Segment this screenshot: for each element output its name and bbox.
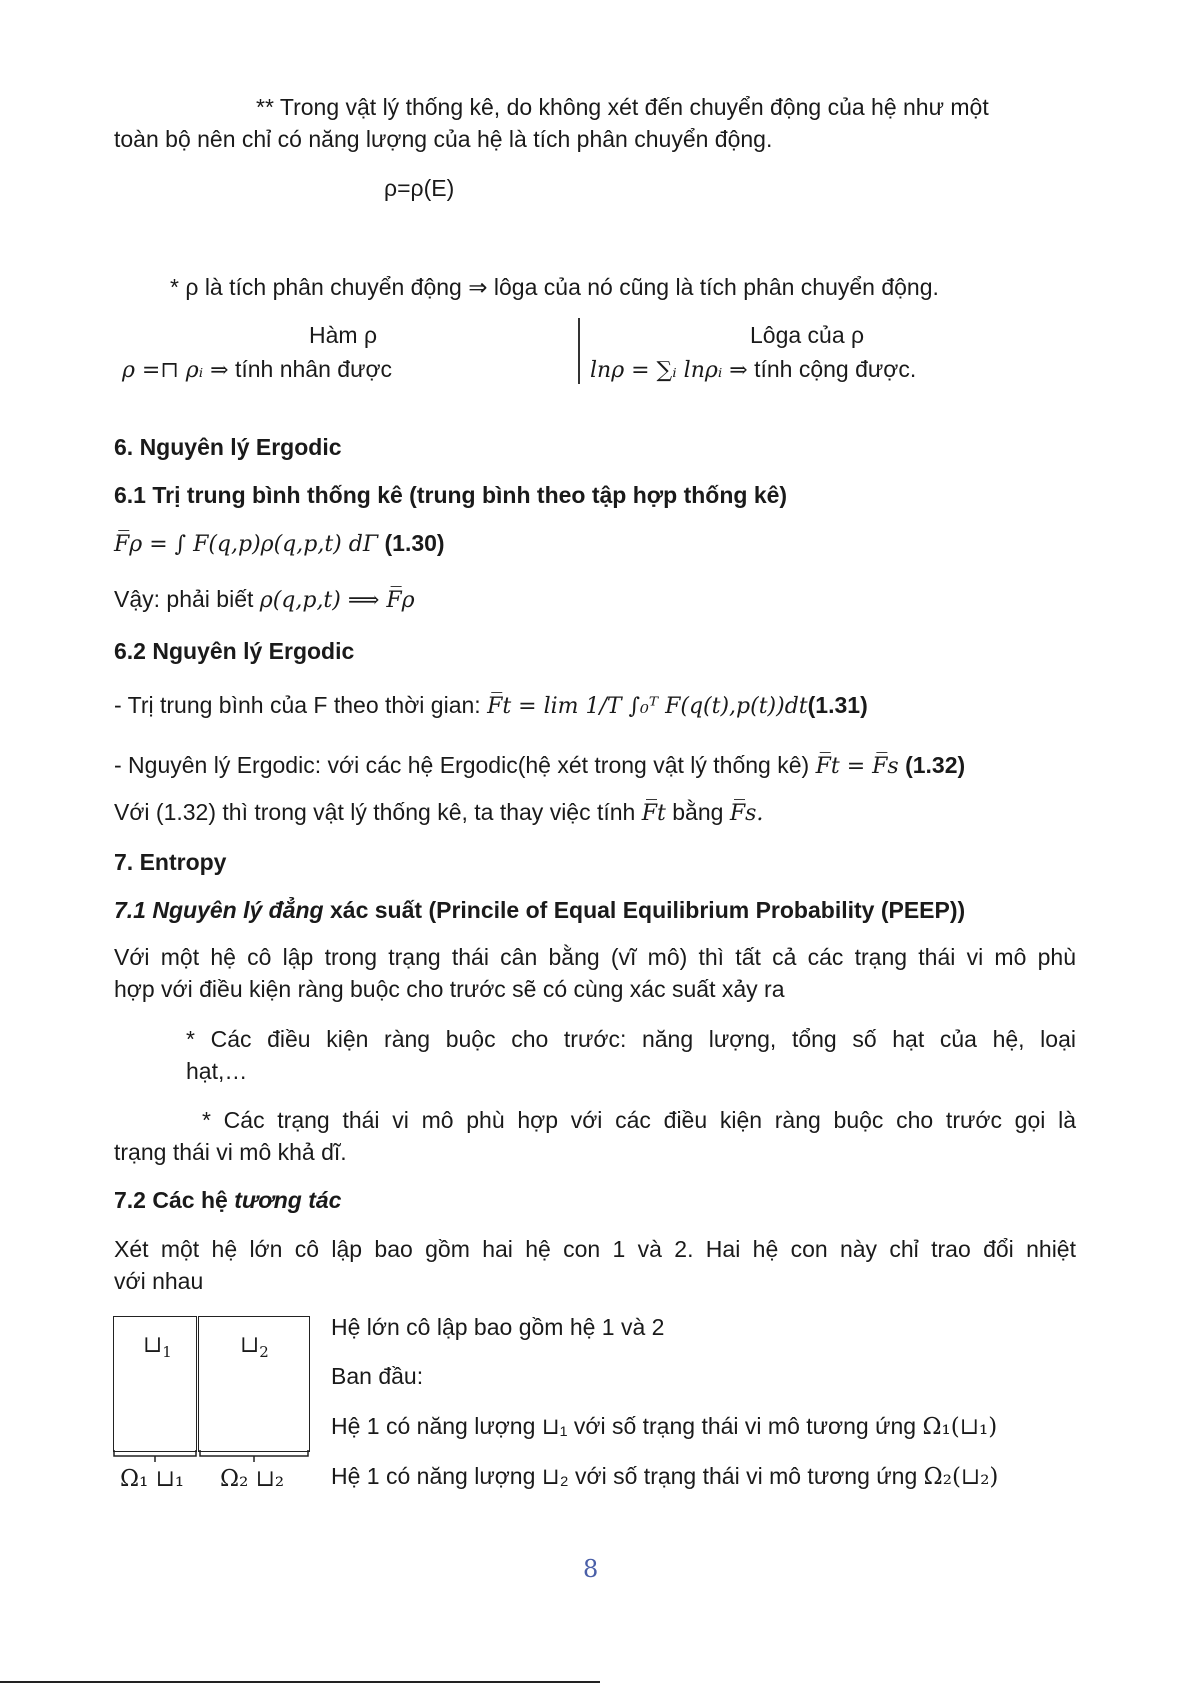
subsystem-2-energy [240,1330,269,1367]
figure-caption-2: Ban đầu: [331,1363,424,1389]
heading-section-7-2-a: 7.2 Các hệ [114,1187,228,1213]
subsystem-2-symbol: ⊔ [240,1332,260,1358]
table-right-heading: Lôga của ρ [750,322,865,348]
heading-section-6: 6. Nguyên lý Ergodic [114,434,342,460]
figure-caption-3 [331,1411,997,1442]
line-equation-1-32 [114,750,965,782]
para-intro-line-1: ** Trong vật lý thống kê, do không xét đến chuyển động của hệ như một [256,94,989,120]
para-7-1-line-1: Với một hệ cô lập trong trạng thái cân bằng (vĩ mô) thì tất cả các trạng thái vi mô phù [114,944,1076,970]
line-1-32-tag: (1.32) [905,752,966,778]
line-vay [114,584,415,616]
line-1-32-text: - Nguyên lý Ergodic: với các hệ Ergodic(hệ xét trong vật lý thống kê) [114,752,810,778]
table-right-math: lnρ = ∑ᵢ lnρᵢ ⇒ [590,358,748,383]
line-with-text-a: Với (1.32) thì trong vật lý thống kê, ta thay việc tính [114,799,636,825]
line-1-32-math: F̅t = F̅s [815,754,899,779]
table-left-text: tính nhân được [234,356,393,382]
subsystem-1-symbol: ⊔ [143,1332,163,1358]
table-left-row [122,354,392,386]
heading-section-6-1: 6.1 Trị trung bình thống kê (trung bình theo tập hợp thống kê) [114,482,788,508]
equation-1-30-tag: (1.30) [384,530,445,556]
para-rho-integral: * ρ là tích phân chuyển động ⇒ lôga của nó cũng là tích phân chuyển động. [170,274,939,300]
para-7-1-line-6: trạng thái vi mô khả dĩ. [114,1139,347,1165]
table-right-row [590,354,916,386]
para-7-1-line-4: hạt,… [186,1058,248,1084]
heading-section-7: 7. Entropy [114,849,227,875]
figure-caption-1: Hệ lớn cô lập bao gồm hệ 1 và 2 [331,1314,665,1340]
heading-section-7-2 [114,1185,341,1215]
heading-section-7-1-italic: 7.1 Nguyên lý đẳng [114,897,324,923]
para-7-2-line-1: Xét một hệ lớn cô lập bao gồm hai hệ con 1 và 2. Hai hệ con này chỉ trao đổi nhiệt [114,1236,1076,1262]
heading-section-7-1 [114,895,965,925]
page-bottom-rule [0,1681,600,1683]
para-7-1-line-3: * Các điều kiện ràng buộc cho trước: năng lượng, tổng số hạt của hệ, loại [186,1026,1076,1052]
table-divider [578,318,580,384]
figure-caption-4 [331,1461,998,1492]
subsystem-2-sub: 2 [259,1343,269,1361]
equation-1-30 [114,528,445,560]
subsystem-1-sub: 1 [162,1343,172,1361]
brace-1 [114,1450,196,1462]
line-equation-1-31 [114,690,868,722]
line-vay-math: ρ(q,p,t) ⟹ F̅ρ [259,588,415,613]
line-1-31-math: F̅t = lim 1/T ∫₀ᵀ F(q(t),p(t))dt [487,694,808,719]
subsystem-1-energy [143,1330,172,1367]
figure-caption-4-math: Ω₂(⊔₂) [923,1464,999,1490]
line-1-31-tag: (1.31) [807,692,868,718]
table-right-text: tính cộng được. [754,356,917,382]
para-7-1-line-2: hợp với điều kiện ràng buộc cho trước sẽ có cùng xác suất xảy ra [114,976,785,1002]
subsystem-1-label: Ω₁ ⊔₁ [120,1466,185,1492]
line-vay-text: Vậy: phải biết [114,586,254,612]
para-7-2-line-2: với nhau [114,1268,204,1294]
table-left-math: ρ =⊓ ρᵢ ⇒ [122,358,229,383]
heading-section-7-1-rest: xác suất (Princile of Equal Equilibrium Probability (PEEP)) [330,897,966,923]
line-with-text-b: bằng [672,799,724,825]
figure-caption-3-text: Hệ 1 có năng lượng ⊔₁ với số trạng thái vi mô tương ứng [331,1413,917,1439]
table-left-heading: Hàm ρ [309,322,378,348]
page-number: 8 [583,1555,599,1583]
line-1-31-text: - Trị trung bình của F theo thời gian: [114,692,481,718]
equation-1-30-math: F̅ρ = ∫ F(q,p)ρ(q,p,t) dΓ [114,532,379,557]
figure-caption-4-text: Hệ 1 có năng lượng ⊔₂ với số trạng thái vi mô tương ứng [331,1463,918,1489]
line-with-math-2: F̅s. [729,801,764,826]
brace-2 [200,1450,308,1462]
rho-equation: ρ=ρ(E) [384,175,455,201]
para-7-1-line-5: * Các trạng thái vi mô phù hợp với các điều kiện ràng buộc cho trước gọi là [202,1107,1076,1133]
subsystem-2-label: Ω₂ ⊔₂ [220,1466,285,1492]
figure-caption-3-math: Ω₁(⊔₁) [922,1414,998,1440]
figure-braces [112,1448,312,1464]
para-intro-line-2: toàn bộ nên chỉ có năng lượng của hệ là tích phân chuyển động. [114,126,773,152]
line-with-1-32 [114,797,763,829]
line-with-math-1: F̅t [641,801,666,826]
heading-section-7-2-b: tương tác [234,1187,342,1213]
heading-section-6-2: 6.2 Nguyên lý Ergodic [114,638,355,664]
